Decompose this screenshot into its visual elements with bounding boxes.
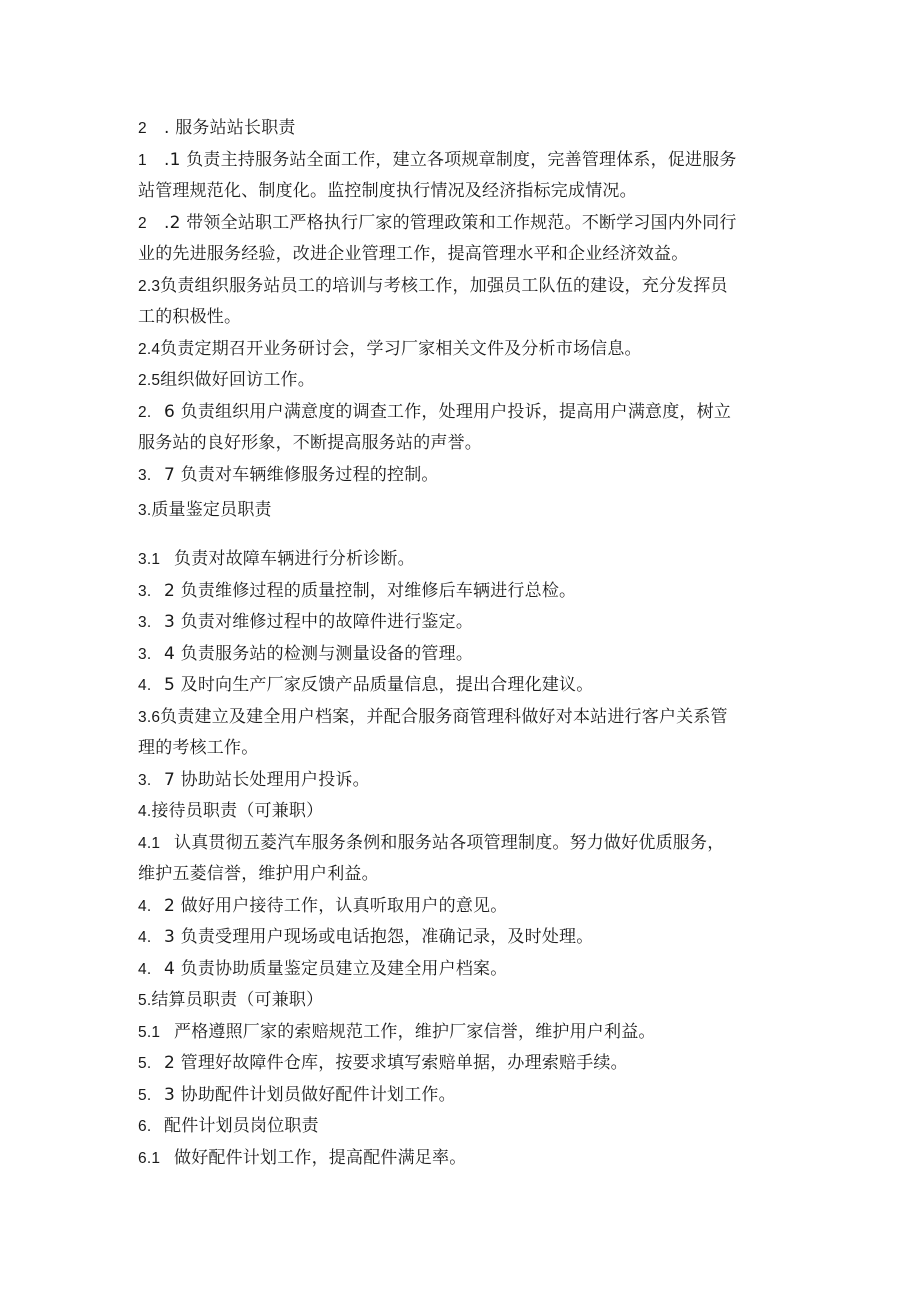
paragraph-line: 2. 6 负责组织用户满意度的调查工作，处理用户投诉，提高用户满意度，树立: [138, 402, 732, 422]
paragraph-line: 2 .2 带领全站职工严格执行厂家的管理政策和工作规范。不断学习国内外同行: [138, 213, 737, 233]
section-heading: 3.质量鉴定员职责: [138, 500, 272, 520]
section-heading: 5.结算员职责（可兼职）: [138, 990, 324, 1010]
section-heading: 6. 配件计划员岗位职责: [138, 1116, 319, 1136]
paragraph-line: 业的先进服务经验，改进企业管理工作，提高管理水平和企业经济效益。: [138, 244, 689, 264]
paragraph-line: 3. 7 协助站长处理用户投诉。: [138, 770, 370, 790]
paragraph-line: 3. 3 负责对维修过程中的故障件进行鉴定。: [138, 612, 474, 632]
paragraph-line: 4. 2 做好用户接待工作，认真听取用户的意见。: [138, 896, 508, 916]
paragraph-line: 3. 4 负责服务站的检测与测量设备的管理。: [138, 644, 474, 664]
paragraph-line: 1 .1 负责主持服务站全面工作，建立各项规章制度，完善管理体系，促进服务: [138, 150, 737, 170]
paragraph-line: 服务站的良好形象，不断提高服务站的声誉。: [138, 433, 482, 453]
paragraph-line: 工的积极性。: [138, 307, 242, 327]
paragraph-line: 2.4负责定期召开业务研讨会，学习厂家相关文件及分析市场信息。: [138, 339, 642, 359]
paragraph-line: 理的考核工作。: [138, 738, 259, 758]
paragraph-line: 5.1 严格遵照厂家的索赔规范工作，维护厂家信誉，维护用户利益。: [138, 1022, 656, 1042]
section-heading: 4.接待员职责（可兼职）: [138, 801, 324, 821]
paragraph-line: 站管理规范化、制度化。监控制度执行情况及经济指标完成情况。: [138, 181, 637, 201]
paragraph-line: 4. 4 负责协助质量鉴定员建立及建全用户档案。: [138, 959, 508, 979]
paragraph-line: 3.1 负责对故障车辆进行分析诊断。: [138, 549, 415, 569]
paragraph-line: 3.6负责建立及建全用户档案，并配合服务商管理科做好对本站进行客户关系管: [138, 707, 728, 727]
paragraph-line: 4. 5 及时向生产厂家反馈产品质量信息，提出合理化建议。: [138, 675, 594, 695]
paragraph-line: 维护五菱信誉，维护用户利益。: [138, 864, 379, 884]
paragraph-line: 3. 2 负责维修过程的质量控制，对维修后车辆进行总检。: [138, 581, 577, 601]
paragraph-line: 5. 2 管理好故障件仓库，按要求填写索赔单据，办理索赔手续。: [138, 1053, 628, 1073]
paragraph-line: 4.1 认真贯彻五菱汽车服务条例和服务站各项管理制度。努力做好优质服务，: [138, 833, 725, 853]
paragraph-line: 4. 3 负责受理用户现场或电话抱怨，准确记录，及时处理。: [138, 927, 594, 947]
paragraph-line: 6.1 做好配件计划工作，提高配件满足率。: [138, 1148, 467, 1168]
paragraph-line: 5. 3 协助配件计划员做好配件计划工作。: [138, 1085, 456, 1105]
paragraph-line: 2.3负责组织服务站员工的培训与考核工作，加强员工队伍的建设，充分发挥员: [138, 276, 728, 296]
paragraph-line: 2.5组织做好回访工作。: [138, 370, 315, 390]
section-heading: 2 . 服务站站长职责: [138, 118, 296, 138]
paragraph-line: 3. 7 负责对车辆维修服务过程的控制。: [138, 465, 439, 485]
